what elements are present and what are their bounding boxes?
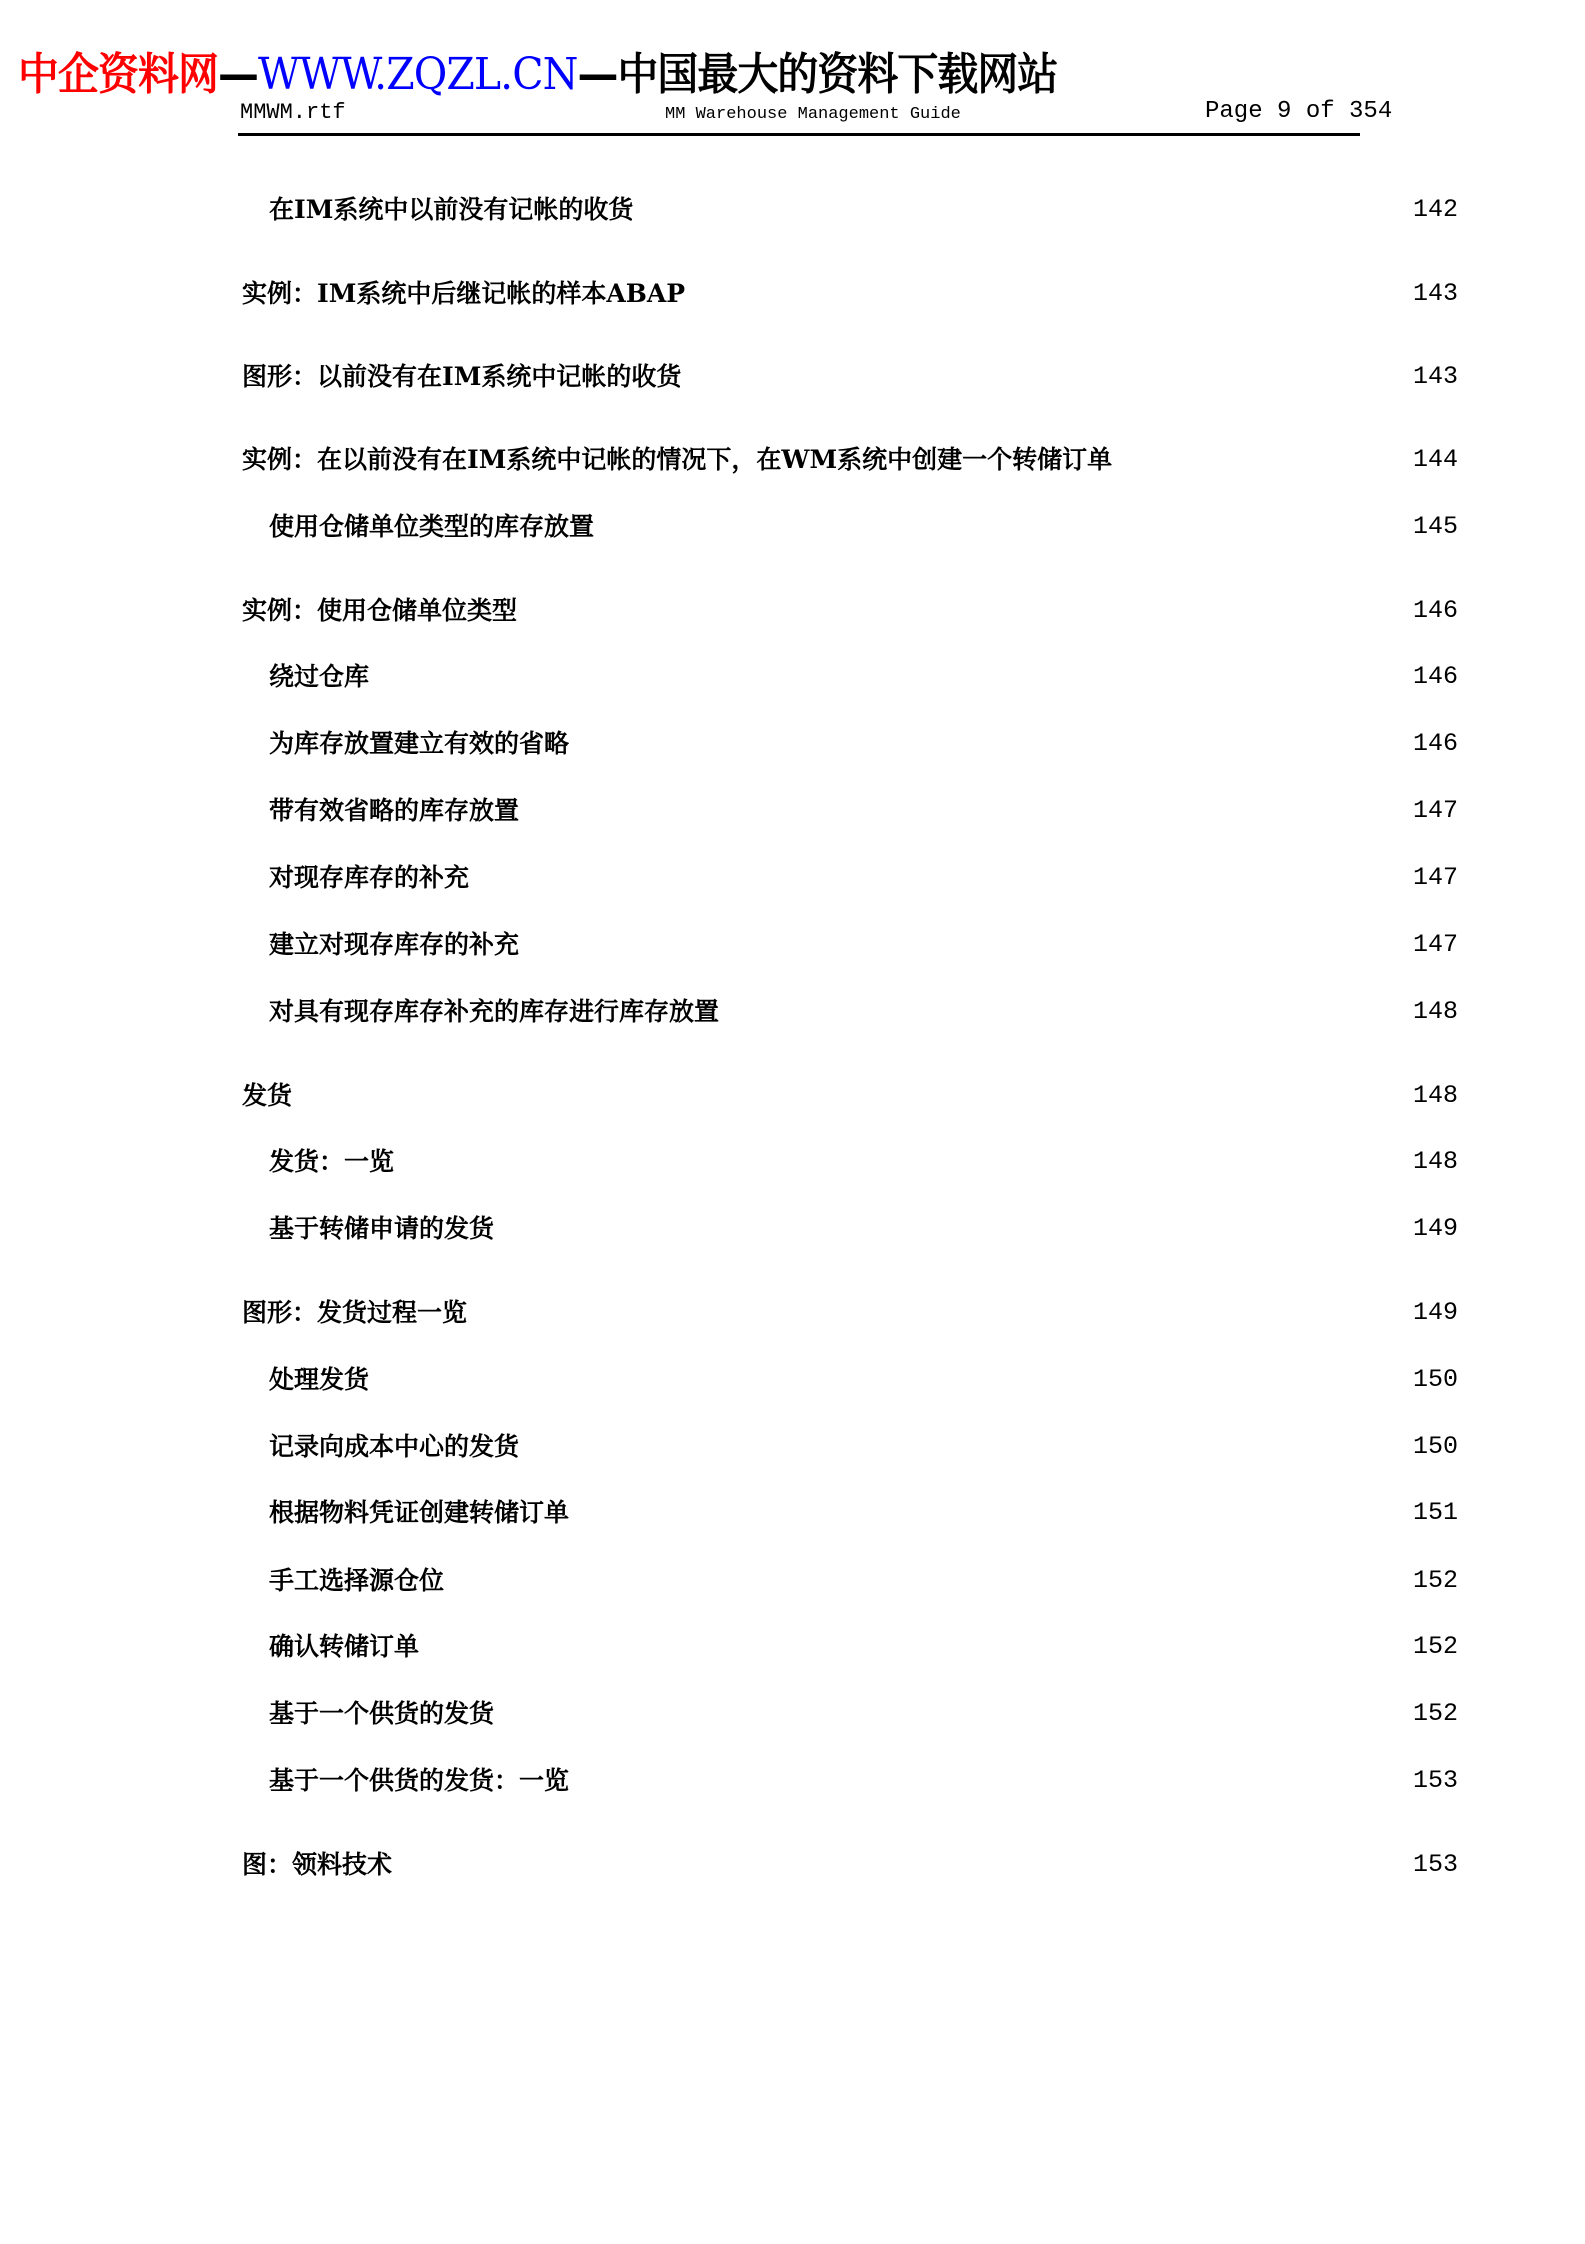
toc-entry[interactable]	[0, 1078, 1585, 1114]
toc-entry-page: 148	[1412, 997, 1458, 1026]
toc-entry-title[interactable]: 实例：使用仓储单位类型	[242, 596, 518, 625]
banner-site-name: 中企资料网	[18, 49, 218, 100]
toc-entry-page: 147	[1412, 930, 1458, 959]
banner-dash: —	[217, 49, 258, 100]
toc-entry-title[interactable]: 在IM系统中以前没有记帐的收货	[269, 195, 634, 224]
toc-entry-title[interactable]: 使用仓储单位类型的库存放置	[269, 512, 595, 541]
toc-entry-title[interactable]: 确认转储订单	[269, 1632, 420, 1661]
toc-entry[interactable]	[0, 1211, 1585, 1247]
toc-entry-page: 147	[1412, 863, 1458, 892]
toc-entry-title[interactable]: 绕过仓库	[269, 662, 370, 691]
toc-entry-page: 152	[1412, 1566, 1458, 1595]
toc-entry[interactable]	[0, 726, 1585, 762]
toc-entry-page: 152	[1412, 1632, 1458, 1661]
toc-entry[interactable]	[0, 1696, 1585, 1732]
toc-entry[interactable]	[0, 1295, 1585, 1331]
toc-entry-title[interactable]: 基于一个供货的发货	[269, 1699, 495, 1728]
toc-entry-title[interactable]: 图形：发货过程一览	[242, 1298, 468, 1327]
toc-entry[interactable]	[0, 793, 1585, 829]
toc-entry[interactable]	[0, 927, 1585, 963]
toc-entry[interactable]	[0, 1629, 1585, 1665]
toc-entry-title[interactable]: 实例：在以前没有在IM系统中记帐的情况下，在WM系统中创建一个转储订单	[242, 445, 1113, 474]
toc-entry[interactable]	[0, 1847, 1585, 1883]
toc-entry-page: 144	[1412, 445, 1458, 474]
toc-entry-title[interactable]: 根据物料凭证创建转储订单	[269, 1498, 570, 1527]
toc-entry[interactable]	[0, 994, 1585, 1030]
header-divider	[238, 133, 1360, 136]
toc-entry-page: 146	[1412, 596, 1458, 625]
toc-entry[interactable]	[0, 1144, 1585, 1180]
toc-entry-page: 153	[1412, 1766, 1458, 1795]
toc-entry[interactable]	[0, 659, 1585, 695]
toc-entry-page: 143	[1412, 279, 1458, 308]
toc-entry[interactable]	[0, 1763, 1585, 1799]
toc-entry-title[interactable]: 手工选择源仓位	[269, 1566, 445, 1595]
toc-entry-page: 152	[1412, 1699, 1458, 1728]
toc-entry-page: 143	[1412, 362, 1458, 391]
toc-entry-page: 150	[1412, 1365, 1458, 1394]
toc-entry-page: 146	[1412, 729, 1458, 758]
toc-entry[interactable]	[0, 1429, 1585, 1465]
toc-entry-title[interactable]: 对现存库存的补充	[269, 863, 470, 892]
toc-entry-page: 147	[1412, 796, 1458, 825]
toc-entry-page: 145	[1412, 512, 1458, 541]
toc-entry-title[interactable]: 为库存放置建立有效的省略	[269, 729, 570, 758]
toc-entry-title[interactable]: 图形：以前没有在IM系统中记帐的收货	[242, 362, 682, 391]
toc-entry-title[interactable]: 建立对现存库存的补充	[269, 930, 520, 959]
header-filename: MMWM.rtf	[240, 100, 346, 125]
header-page-number: Page 9 of 354	[1205, 98, 1393, 125]
toc-entry-page: 153	[1412, 1850, 1458, 1879]
toc-entry-title[interactable]: 发货	[242, 1081, 293, 1110]
site-banner	[18, 38, 1057, 102]
toc-entry[interactable]	[0, 192, 1585, 228]
toc-entry-page: 148	[1412, 1081, 1458, 1110]
toc-entry-title[interactable]: 处理发货	[269, 1365, 370, 1394]
toc-entry-title[interactable]: 对具有现存库存补充的库存进行库存放置	[269, 997, 720, 1026]
toc-entry[interactable]	[0, 359, 1585, 395]
toc-entry-page: 142	[1412, 195, 1458, 224]
toc-entry-title[interactable]: 实例：IM系统中后继记帐的样本ABAP	[242, 279, 686, 308]
toc-entry-title[interactable]: 发货：一览	[269, 1147, 395, 1176]
banner-url[interactable]: WWW.ZQZL.CN	[257, 49, 578, 100]
toc-entry-title[interactable]: 带有效省略的库存放置	[269, 796, 520, 825]
toc-entry[interactable]	[0, 593, 1585, 629]
toc-entry-title[interactable]: 基于转储申请的发货	[269, 1214, 495, 1243]
toc-entry[interactable]	[0, 860, 1585, 896]
toc-entry-page: 149	[1412, 1298, 1458, 1327]
toc-entry[interactable]	[0, 509, 1585, 545]
toc-entry-page: 148	[1412, 1147, 1458, 1176]
banner-dash: —	[577, 49, 618, 100]
toc-entry-title[interactable]: 图：领料技术	[242, 1850, 393, 1879]
toc-entry-title[interactable]: 基于一个供货的发货：一览	[269, 1766, 570, 1795]
toc-entry-page: 146	[1412, 662, 1458, 691]
toc-entry[interactable]	[0, 276, 1585, 312]
toc-entry-page: 149	[1412, 1214, 1458, 1243]
toc-entry[interactable]	[0, 1362, 1585, 1398]
toc-entry-page: 151	[1412, 1498, 1458, 1527]
header-title: MM Warehouse Management Guide	[665, 105, 961, 124]
toc-entry[interactable]	[0, 442, 1585, 478]
toc-entry[interactable]	[0, 1563, 1585, 1599]
toc-entry-title[interactable]: 记录向成本中心的发货	[269, 1432, 520, 1461]
banner-slogan: 中国最大的资料下载网站	[617, 49, 1058, 100]
toc-entry-page: 150	[1412, 1432, 1458, 1461]
toc-entry[interactable]	[0, 1495, 1585, 1531]
